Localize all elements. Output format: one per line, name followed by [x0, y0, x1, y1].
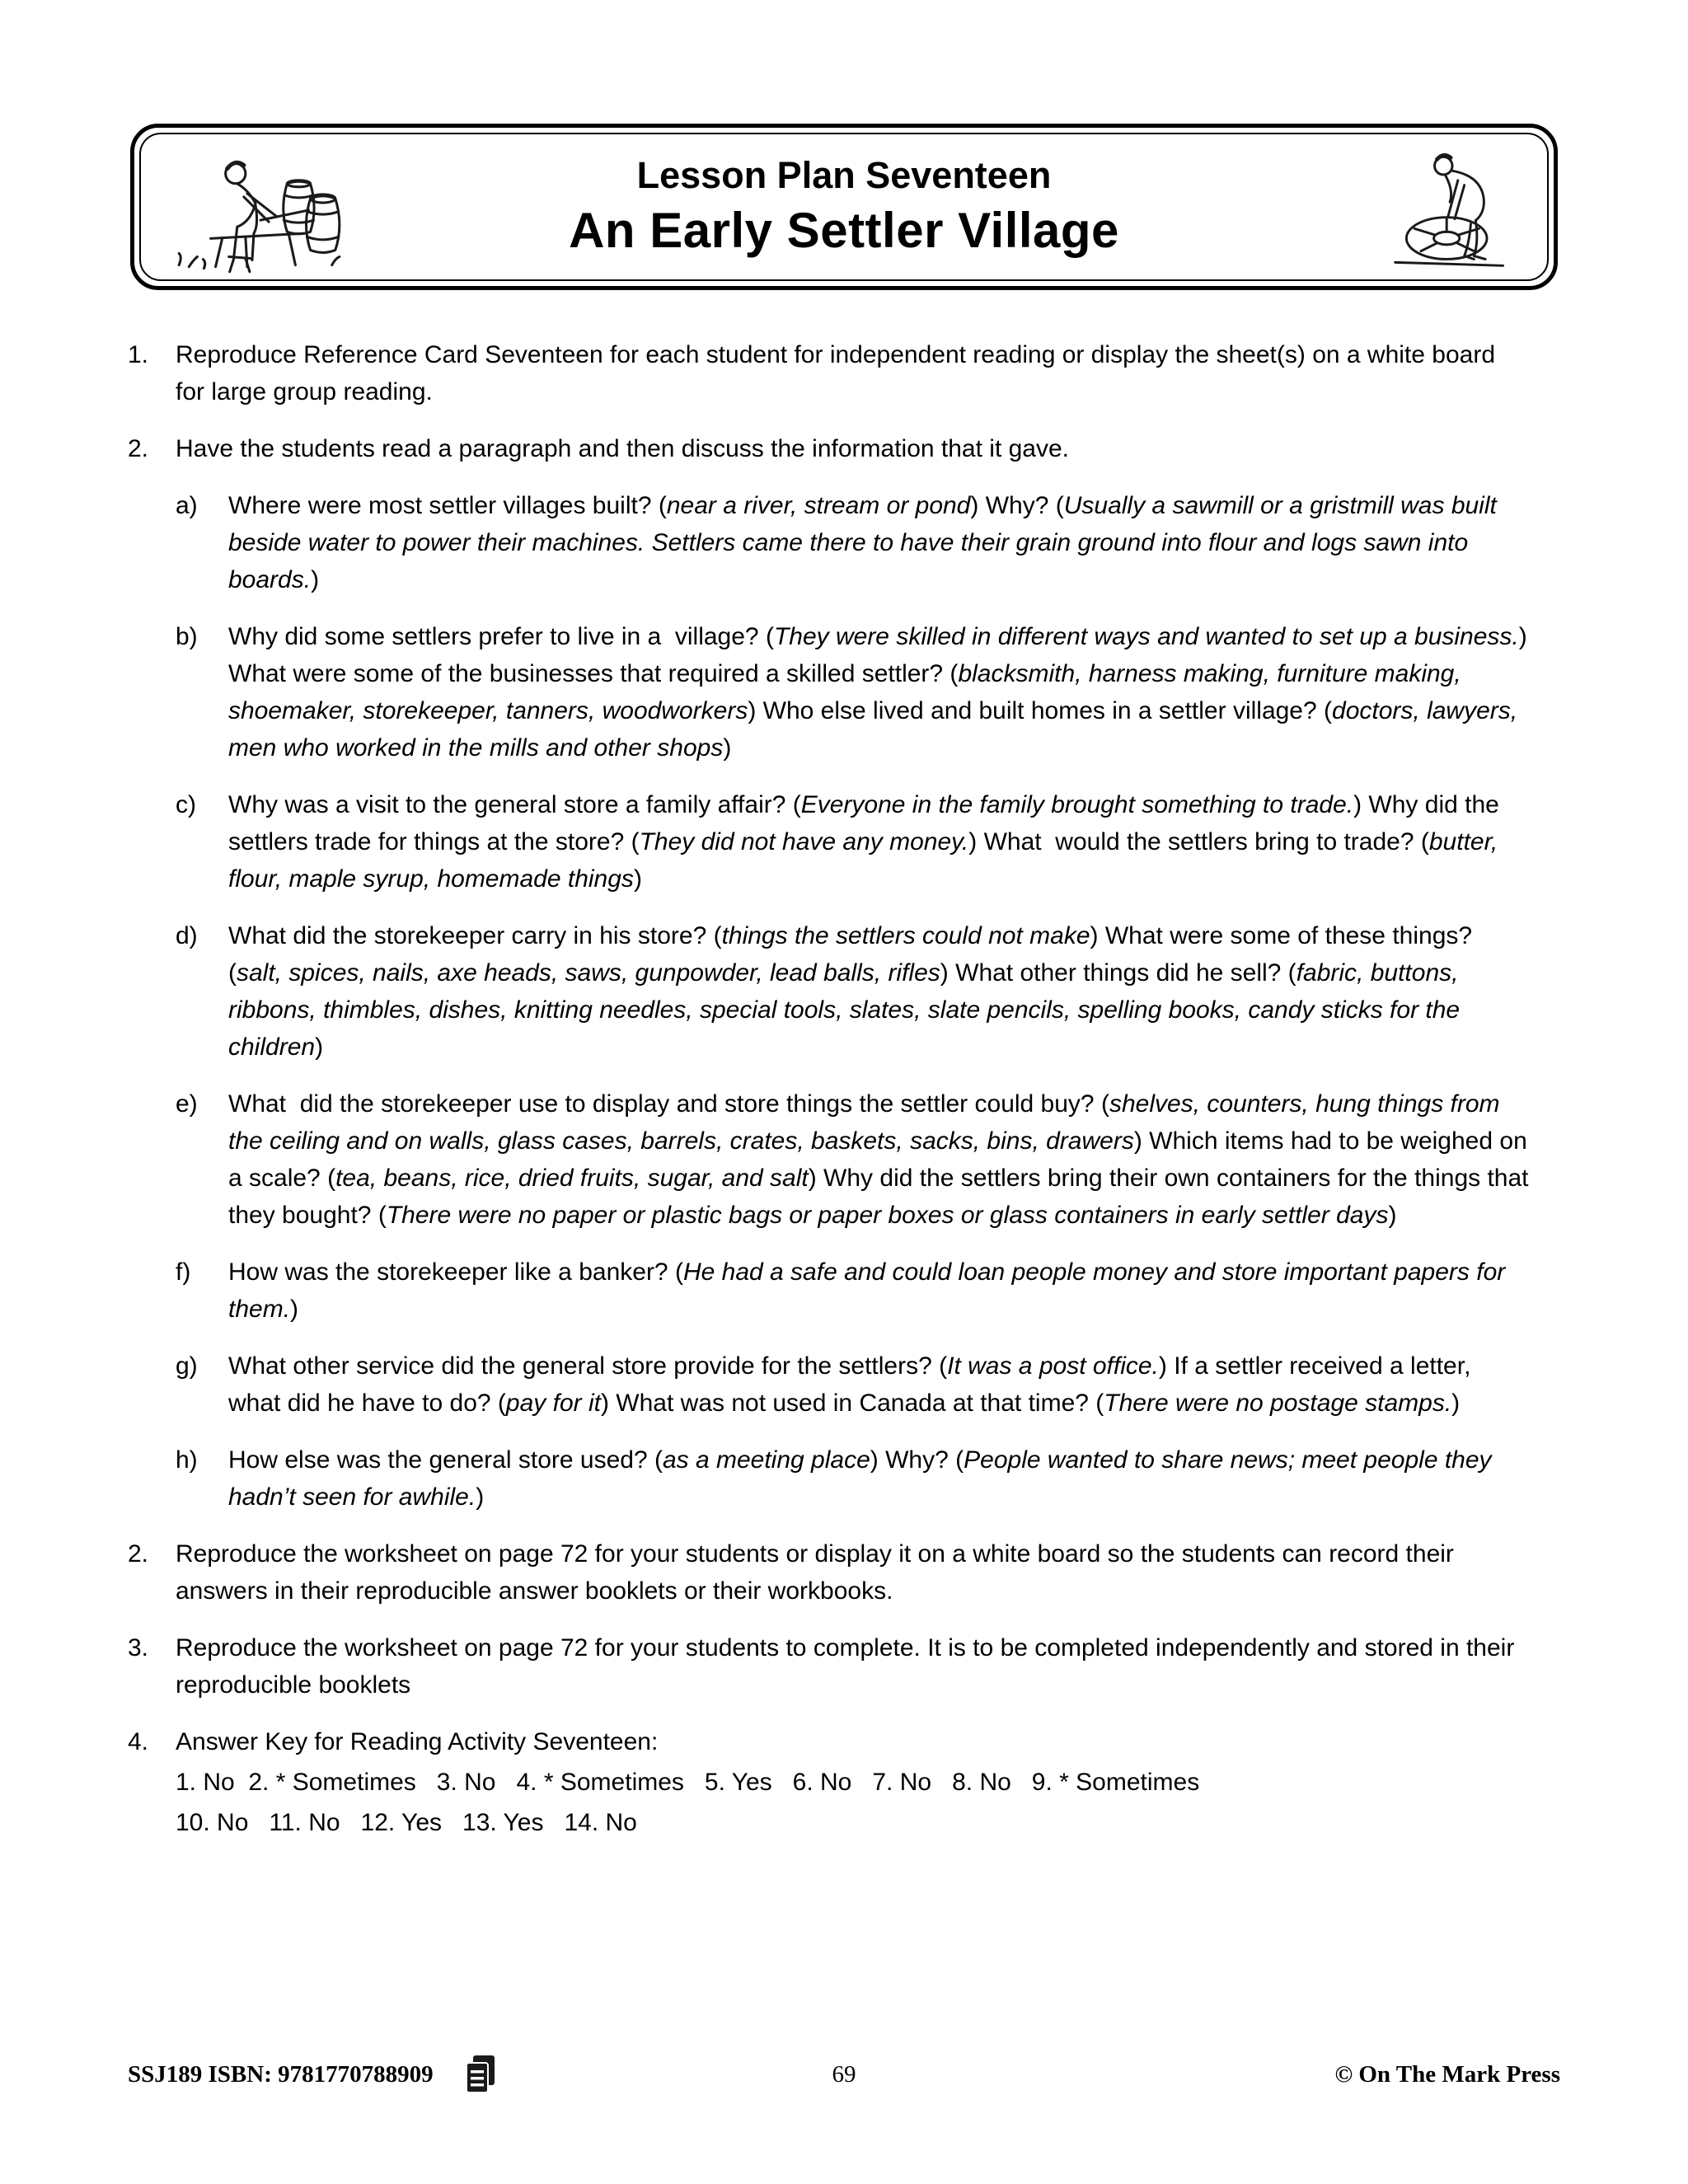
- question-text: ): [311, 566, 320, 593]
- answer-text-italic: They did not have any money.: [639, 828, 969, 855]
- answer-text-italic: pay for it: [505, 1390, 601, 1417]
- question-text: 1. No 2. * Sometimes 3. No 4. * Sometimes 5. Yes 6. No 7. No 8. No 9. * Sometimes: [176, 1769, 1200, 1796]
- answer-text-italic: salt, spices, nails, axe heads, saws, gunpowder, lead balls, rifles: [237, 959, 940, 987]
- answer-text-italic: Usually a sawmill or a gristmill was built beside water to power their machines. Settlers came there to have their grain ground into flour and logs sawn into boards.: [228, 492, 1504, 593]
- photocopy-pages-icon: [463, 2054, 499, 2095]
- item-text: [228, 786, 1529, 898]
- question-text: ) Who else lived and built homes in a settler village? (: [748, 697, 1333, 724]
- lesson-step-item: [128, 1535, 1529, 1610]
- discussion-question-item: [176, 618, 1535, 766]
- item-text: [228, 1085, 1536, 1234]
- page-footer: [128, 2054, 1560, 2095]
- question-text: What other service did the general store provide for the settlers? (: [228, 1352, 948, 1380]
- grindstone-illustration: [1320, 138, 1526, 275]
- isbn-code: SSJ189 ISBN: 9781770788909: [128, 2060, 434, 2088]
- answer-text-italic: People wanted to share news; meet people they hadn’t seen for awhile.: [228, 1446, 1498, 1511]
- header-titles: [368, 152, 1320, 260]
- page-title: An Early Settler Village: [569, 202, 1119, 258]
- lesson-step-item: [128, 1723, 1529, 1760]
- answer-text-italic: There were no paper or plastic bags or paper boxes or glass containers in early settler days: [386, 1202, 1389, 1229]
- item-marker: a): [176, 492, 198, 519]
- answer-text-italic: doctors, lawyers, men who worked in the mills and other shops: [228, 697, 1525, 762]
- answer-text-italic: There were no postage stamps.: [1104, 1390, 1452, 1417]
- question-text: ): [723, 734, 732, 762]
- question-text: ): [290, 1296, 299, 1323]
- answer-key-line: [128, 1764, 1529, 1801]
- item-marker: f): [176, 1258, 191, 1286]
- question-text: ) What other things did he sell? (: [940, 959, 1296, 987]
- header-box-inner: [139, 133, 1549, 281]
- item-marker: 3.: [128, 1634, 149, 1661]
- item-marker: b): [176, 623, 198, 650]
- lesson-step-item: [128, 336, 1529, 410]
- footer-left: [128, 2054, 832, 2095]
- lesson-step-item: [128, 430, 1529, 467]
- item-marker: g): [176, 1352, 198, 1380]
- item-marker: d): [176, 922, 198, 949]
- question-text: ) What would the settlers bring to trade? (: [968, 828, 1429, 855]
- item-text: [228, 1347, 1529, 1422]
- question-text: ): [315, 1033, 324, 1061]
- question-text: ) If a settler received a letter, what did he have to do? (: [228, 1352, 1478, 1417]
- answer-text-italic: tea, beans, rice, dried fruits, sugar, and salt: [335, 1165, 809, 1192]
- question-text: ) Why did the settlers trade for things at the store? (: [228, 791, 1507, 855]
- question-text: Reproduce the worksheet on page 72 for your students to complete. It is to be completed independently and stored in their reproducible booklets: [176, 1634, 1522, 1699]
- question-text: ) Why did the settlers bring their own containers for the things that they bought? (: [228, 1165, 1536, 1229]
- question-text: ) Why? (: [870, 1446, 964, 1474]
- item-marker: 4.: [128, 1728, 149, 1755]
- item-text: [228, 618, 1535, 766]
- question-text: Have the students read a paragraph and then discuss the information that it gave.: [176, 435, 1070, 462]
- question-text: ) What were some of these things? (: [228, 922, 1479, 987]
- question-text: 10. No 11. No 12. Yes 13. Yes 14. No: [176, 1809, 637, 1836]
- cooper-illustration-svg: [162, 140, 354, 274]
- answer-text-italic: fabric, buttons, ribbons, thimbles, dishes, knitting needles, special tools, slates, slate pencils, spelling books, candy sticks for the children: [228, 959, 1467, 1061]
- item-marker: e): [176, 1090, 198, 1118]
- question-text: ) What was not used in Canada at that time? (: [600, 1390, 1104, 1417]
- answer-text-italic: He had a safe and could loan people money and store important papers for them.: [228, 1258, 1512, 1323]
- discussion-question-item: [176, 1254, 1529, 1328]
- question-text: Why was a visit to the general store a family affair? (: [228, 791, 801, 818]
- question-text: What did the storekeeper use to display and store things the settler could buy? (: [228, 1090, 1109, 1118]
- item-text: [176, 430, 1529, 467]
- discussion-question-item: [176, 917, 1529, 1066]
- answer-text-italic: shelves, counters, hung things from the ceiling and on walls, glass cases, barrels, crates, baskets, sacks, bins, drawers: [228, 1090, 1507, 1155]
- question-text: ) What were some of the businesses that required a skilled settler? (: [228, 623, 1535, 687]
- item-marker: c): [176, 791, 196, 818]
- answer-key-line: [128, 1804, 1529, 1841]
- item-text: [176, 1629, 1529, 1704]
- answer-text-italic: things the settlers could not make: [721, 922, 1090, 949]
- discussion-question-item: [176, 1441, 1529, 1516]
- question-text: Reproduce Reference Card Seventeen for each student for independent reading or display the sheet(s) on a white board for large group reading.: [176, 341, 1503, 405]
- cooper-illustration: [162, 140, 368, 274]
- question-text: ) Which items had to be weighed on a scale? (: [228, 1127, 1535, 1192]
- discussion-question-item: [176, 487, 1529, 598]
- page-number: 69: [832, 2060, 856, 2088]
- question-text: Where were most settler villages built? (: [228, 492, 667, 519]
- question-text: ): [633, 865, 642, 893]
- header-box: [130, 124, 1558, 290]
- discussion-question-item: [176, 786, 1529, 898]
- answer-text-italic: as a meeting place: [662, 1446, 870, 1474]
- item-marker: 1.: [128, 341, 149, 368]
- item-text: [228, 917, 1529, 1066]
- answer-text-italic: Everyone in the family brought something to trade.: [800, 791, 1354, 818]
- question-text: How else was the general store used? (: [228, 1446, 663, 1474]
- question-text: Answer Key for Reading Activity Seventeen:: [176, 1728, 659, 1755]
- answer-text-italic: It was a post office.: [947, 1352, 1159, 1380]
- lesson-plan-number: Lesson Plan Seventeen: [636, 154, 1052, 197]
- question-text: How was the storekeeper like a banker? (: [228, 1258, 683, 1286]
- question-text: What did the storekeeper carry in his store? (: [228, 922, 722, 949]
- grindstone-illustration-svg: [1381, 138, 1526, 275]
- answer-text-italic: blacksmith, harness making, furniture making, shoemaker, storekeeper, tanners, woodworkers: [228, 660, 1469, 724]
- item-marker: h): [176, 1446, 198, 1474]
- photocopy-pages-icon-svg: [463, 2054, 499, 2095]
- discussion-question-item: [176, 1085, 1536, 1234]
- item-text: [228, 1254, 1529, 1328]
- item-text: [176, 1804, 1529, 1841]
- item-marker: [128, 1764, 176, 1801]
- item-marker: 2.: [128, 435, 149, 462]
- lesson-step-item: [128, 1629, 1529, 1704]
- item-marker: 2.: [128, 1540, 149, 1568]
- item-text: [176, 1535, 1529, 1610]
- question-text: ): [476, 1483, 485, 1511]
- answer-text-italic: butter, flour, maple syrup, homemade things: [228, 828, 1505, 893]
- answer-text-italic: near a river, stream or pond: [666, 492, 971, 519]
- item-text: [176, 336, 1529, 410]
- question-text: ) Why? (: [970, 492, 1064, 519]
- question-text: ): [1451, 1390, 1461, 1417]
- discussion-question-item: [176, 1347, 1529, 1422]
- lesson-steps: [128, 336, 1536, 1861]
- item-text: [176, 1723, 1529, 1760]
- item-text: [228, 487, 1529, 598]
- question-text: ): [1388, 1202, 1397, 1229]
- publisher-credit: © On The Mark Press: [1334, 2060, 1560, 2088]
- item-marker: [128, 1804, 176, 1841]
- question-text: Reproduce the worksheet on page 72 for your students or display it on a white board so the students can record their answers in their reproducible answer booklets or their workbooks.: [176, 1540, 1461, 1605]
- item-text: [176, 1764, 1529, 1801]
- item-text: [228, 1441, 1529, 1516]
- answer-text-italic: They were skilled in different ways and wanted to set up a business.: [773, 623, 1519, 650]
- question-text: Why did some settlers prefer to live in a village? (: [228, 623, 774, 650]
